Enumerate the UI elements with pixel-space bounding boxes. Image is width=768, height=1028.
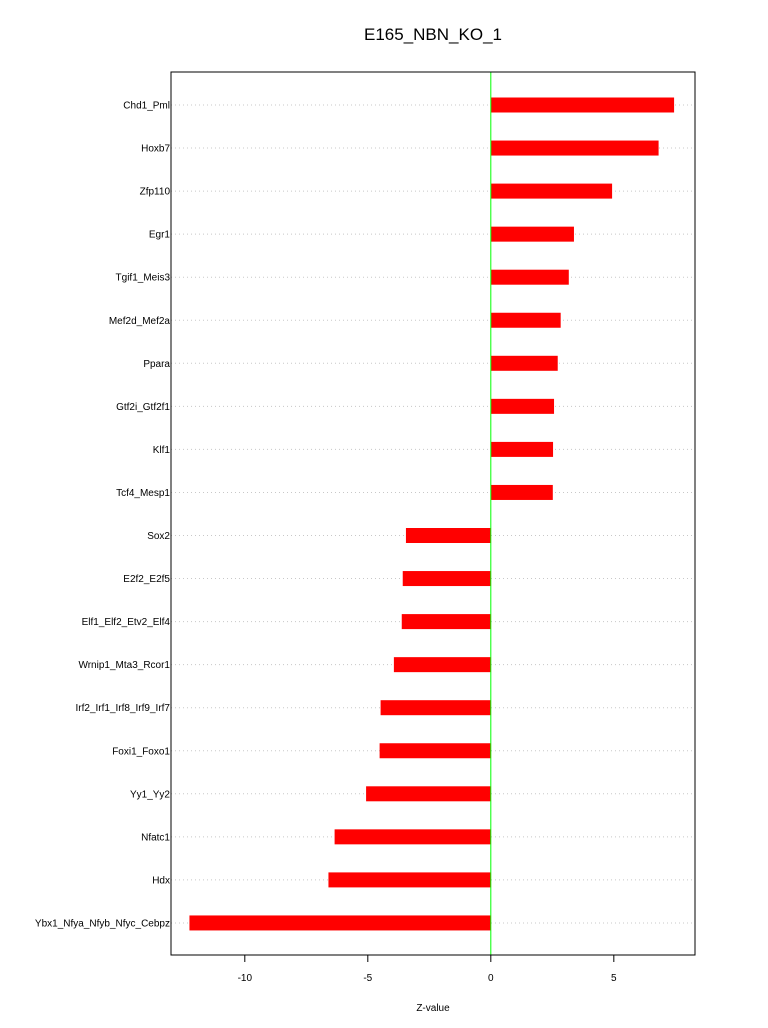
y-tick-label: Tgif1_Meis3 — [115, 272, 170, 284]
y-tick-label: E2f2_E2f5 — [123, 574, 170, 586]
x-tick-label: -10 — [237, 973, 253, 984]
y-tick-label: Chd1_Pml — [123, 100, 170, 112]
bar-zfp110 — [491, 184, 612, 199]
bar-sox2 — [406, 528, 491, 543]
y-tick-label: Egr1 — [148, 229, 170, 241]
y-tick-label: Hdx — [152, 875, 170, 887]
bar-e2f2_e2f5 — [403, 571, 491, 586]
y-tick-label: Ybx1_Nfya_Nfyb_Nfyc_Cebpz — [34, 918, 170, 930]
y-tick-label: Sox2 — [147, 531, 170, 542]
x-tick-label: 5 — [611, 973, 617, 984]
bars — [189, 98, 674, 931]
y-tick-label: Zfp110 — [139, 186, 170, 198]
y-tick-label: Irf2_Irf1_Irf8_Irf9_Irf7 — [75, 703, 170, 715]
y-tick-label: Elf1_Elf2_Etv2_Elf4 — [81, 617, 170, 629]
x-axis-label: Z-value — [416, 1003, 450, 1014]
bar-hoxb7 — [491, 141, 659, 156]
bar-ppara — [491, 356, 558, 371]
y-tick-label: Nfatc1 — [141, 832, 170, 844]
y-tick-label: Hoxb7 — [141, 143, 170, 155]
bar-elf1_elf2_etv2_elf4 — [402, 614, 491, 629]
bar-gtf2i_gtf2f1 — [491, 399, 554, 414]
y-tick-label: Ppara — [143, 358, 170, 370]
y-tick-label: Gtf2i_Gtf2f1 — [116, 401, 170, 413]
y-axis-labels — [35, 101, 171, 930]
chart-title: E165_NBN_KO_1 — [364, 25, 502, 44]
x-axis — [238, 955, 617, 984]
plot-frame — [171, 72, 695, 955]
bar-tgif1_meis3 — [491, 270, 569, 285]
x-tick-label: -5 — [363, 973, 373, 984]
bar-nfatc1 — [335, 829, 491, 844]
bar-mef2d_mef2a — [491, 313, 561, 328]
y-tick-label: Yy1_Yy2 — [129, 789, 170, 801]
y-tick-label: Foxi1_Foxo1 — [112, 746, 170, 758]
bar-foxi1_foxo1 — [380, 743, 491, 758]
bar-egr1 — [491, 227, 574, 242]
y-tick-label: Mef2d_Mef2a — [108, 315, 170, 327]
bar-irf2_irf1_irf8_irf9_irf7 — [381, 700, 491, 715]
bar-hdx — [328, 872, 490, 887]
y-tick-label: Tcf4_Mesp1 — [116, 487, 170, 499]
bar-wrnip1_mta3_rcor1 — [394, 657, 491, 672]
bar-yy1_yy2 — [366, 786, 491, 801]
x-tick-label: 0 — [488, 973, 494, 984]
bar-ybx1_nfya_nfyb_nfyc_cebpz — [189, 915, 490, 930]
bar-chd1_pml — [491, 98, 674, 113]
bar-klf1 — [491, 442, 553, 457]
y-tick-label: Klf1 — [152, 444, 170, 456]
bar-tcf4_mesp1 — [491, 485, 553, 500]
y-tick-label: Wrnip1_Mta3_Rcor1 — [78, 660, 170, 672]
